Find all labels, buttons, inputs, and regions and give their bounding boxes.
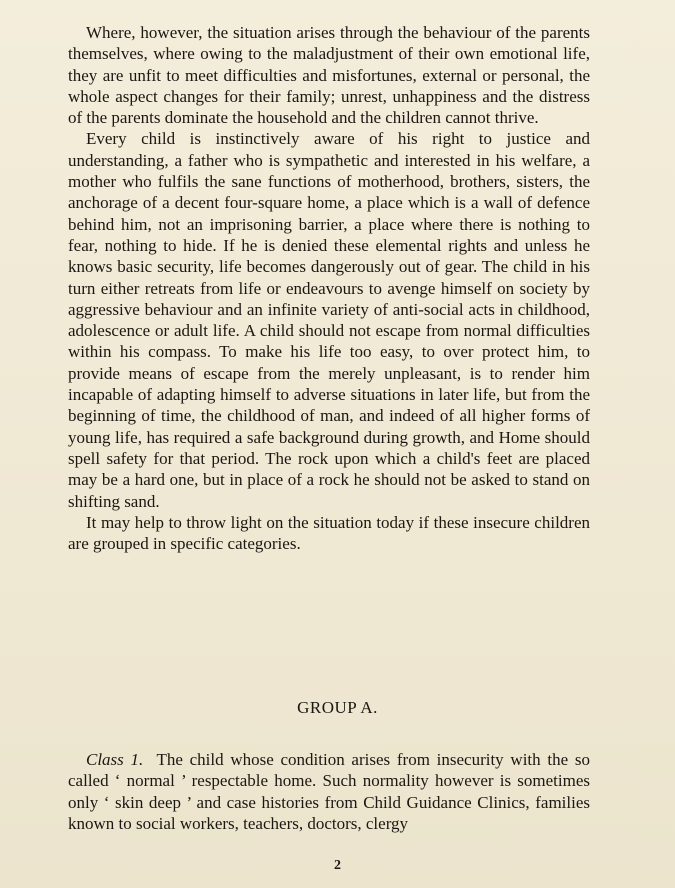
paragraph-3: It may help to throw light on the situation today if these insecure children are grouped in specific categories. bbox=[68, 512, 590, 554]
class-label: Class 1. bbox=[86, 750, 144, 769]
section-heading: GROUP A. bbox=[297, 698, 378, 717]
class-text: The child whose condition arises from insecurity with the so called ‘ normal ’ respectable home. Such normality however is sometimes only ‘ skin deep ’ and case histories from Child Guidance Clinics, families known to social workers, teachers, doctors, clergy bbox=[68, 750, 590, 833]
paragraph-1: Where, however, the situation arises through the behaviour of the parents themselves, where owing to the maladjustment of their own emotional life, they are unfit to meet difficulties and misfortunes, external or personal, the whole aspect changes for their family; unrest, unhappiness and the distress of the parents dominate the household and the children cannot thrive. bbox=[68, 23, 590, 128]
paragraph-2: Every child is instinctively aware of his right to justice and understanding, a father who is sympathetic and interested in his welfare, a mother who fulfils the sane functions of motherhood, brothers, sisters, the anchorage of a decent four-square home, a place which is a wall of defence behind him, not an imprisoning barrier, a place where there is nothing to fear, nothing to hide. If he is denied these elemental rights and unless he knows basic security, life becomes dangerously out of gear. The child in his turn either retreats from life or endeavours to avenge himself on society by aggressive behaviour and an infinite variety of anti-social acts in childhood, adolescence or adult life. A child should not escape from normal difficulties within his compass. To make his life too easy, to over protect him, to provide means of escape from the merely unpleasant, is to render him incapable of adapting himself to adverse situations in later life, but from the beginning of time, the childhood of man, and indeed of all higher forms of young life, has required a safe background during growth, and Home should spell safety for that period. The rock upon which a child's feet are placed may be a hard one, but in place of a rock he should not be asked to stand on shifting sand. bbox=[68, 129, 590, 511]
body-text bbox=[68, 22, 590, 554]
page-number: 2 bbox=[334, 858, 341, 873]
class-paragraph bbox=[68, 749, 590, 834]
